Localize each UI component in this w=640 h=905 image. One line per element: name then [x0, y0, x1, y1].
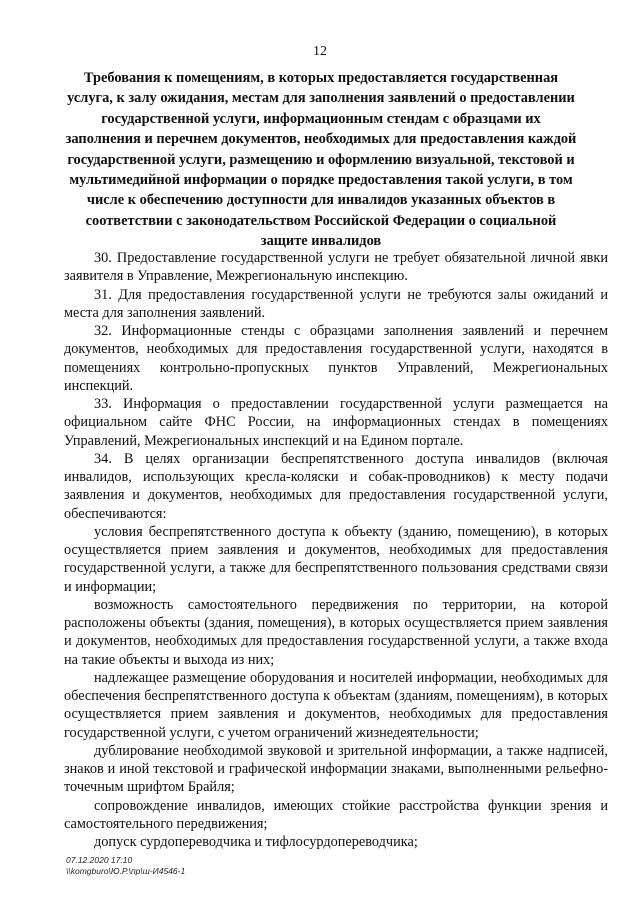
paragraph-31: 31. Для предоставления государственной услуги не требуются залы ожиданий и места для заполнения заявлений. — [64, 286, 608, 321]
paragraph-32: 32. Информационные стенды с образцами заполнения заявлений и перечнем документов, необходимых для предоставления государственной услуги, находятся в помещениях контрольно-пропускных пунктов Управлений, Межрегиональных инспекций. — [64, 323, 608, 394]
list-item-interpreter: допуск сурдопереводчика и тифлосурдопереводчика; — [94, 834, 418, 850]
document-footer — [66, 855, 185, 877]
list-item-equipment-placement: надлежащее размещение оборудования и носителей информации, необходимых для обеспечения беспрепятственного доступа к объектам (зданиям, помещениям), в которых осуществляется прием заявления и документов, необходимых для предоставления государственной услуги, с учетом ограничений жизнедеятельности; — [64, 669, 608, 741]
footer-path: \\komgburo\Ю.Р.\пр\ш-И4546-1 — [66, 866, 186, 876]
list-item-duplication-braille: дублирование необходимой звуковой и зрительной информации, а также надписей, знаков и иной текстовой и графической информации знаками, выполненными рельефно-точечным шрифтом Брайля; — [64, 742, 608, 796]
list-item-access-conditions: условия беспрепятственного доступа к объекту (зданию, помещению), в которых осуществляется прием заявления и документов, необходимых для предоставления государственной услуги, а также для беспрепятственного пользования средствами связи и информации; — [64, 523, 608, 595]
paragraph-34: 34. В целях организации беспрепятственного доступа инвалидов (включая инвалидов, использующих кресла-коляски и собак-проводников) к месту подачи заявления и документов, необходимых для предоставления государственной услуги, обеспечиваются: — [64, 450, 608, 522]
paragraph-33: 33. Информация о предоставлении государственной услуги размещается на официальном сайте ФНС России, на информационных стендах в помещениях Управлений, Межрегиональных инспекций и на Едином портале. — [64, 396, 608, 449]
paragraph-30: 30. Предоставление государственной услуги не требует обязательной личной явки заявителя в Управление, Межрегиональную инспекцию. — [64, 250, 608, 285]
list-item-independent-movement: возможность самостоятельного передвижения по территории, на которой расположены объекты (здания, помещения), в которых осуществляется прием заявления и документов, необходимых для предоставления государственной услуги, а также входа на такие объекты и выхода из них; — [64, 596, 608, 668]
section-heading: Требования к помещениям, в которых предоставляется государственная услуга, к залу ожидания, местам для заполнения заявлений о предоставлении государственной услуги, информационным стендам с образцами их заполнения и перечнем документов, необходимых для предоставления каждой государственной услуги, размещению и оформлению визуальной, текстовой и мультимедийной информации о порядке предоставления такой услуги, в том числе к обеспечению доступности для инвалидов указанных объектов в соответствии с законодательством Российской Федерации о социальной защите инвалидов — [65, 70, 577, 250]
body-text — [64, 249, 608, 851]
list-item-escort: сопровождение инвалидов, имеющих стойкие расстройства функции зрения и самостоятельного передвижения; — [64, 797, 608, 832]
footer-date: 07.12.2020 17:10 — [66, 855, 133, 865]
page-number: 12 — [313, 44, 327, 59]
